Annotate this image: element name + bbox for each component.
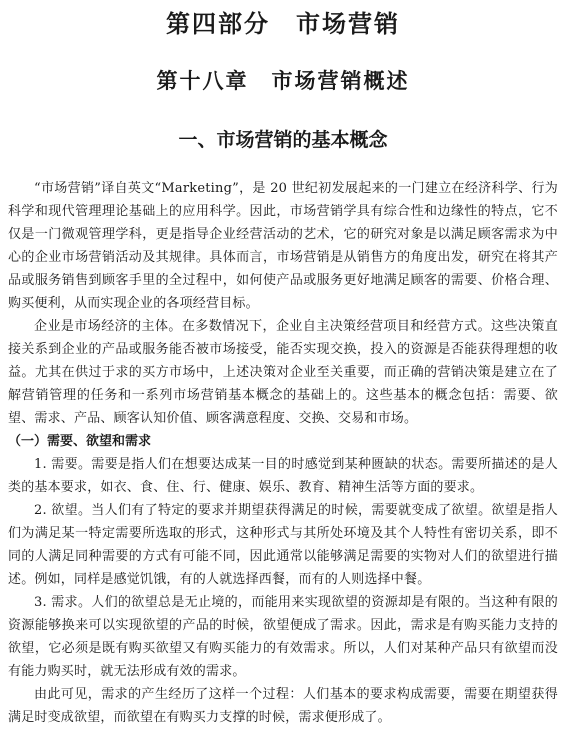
paragraph-summary: 由此可见，需求的产生经历了这样一个过程：人们基本的要求构成需要，需要在期望获得满足时变成欲望，而欲望在有购买力支撑的时候，需求便形成了。 — [8, 687, 558, 725]
paragraph-demand: 3. 需求。人们的欲望总是无止境的，而能用来实现欲望的资源却是有限的。当这种有限的资源能够换来可以实现欲望的产品的时候，欲望便成了需求。因此，需求是有购买能力支持的欲望，它必须是既有购买欲望又有购买能力的有效需求。所以，人们对某种产品只有欲望而没有能力购买时，就无法形成有效的需求。 — [8, 595, 558, 679]
paragraph-intro: “市场营销”译自英文“Marketing”，是 20 世纪初发展起来的一门建立在经济科学、行为科学和现代管理理论基础上的应用科学。因此，市场营销学具有综合性和边缘性的特点，它不仅是一门微观管理学科，更是指导企业经营活动的艺术，它的研究对象是以满足顾客需求为中心的企业市场营销活动及其规律。具体而言，市场营销是从销售方的角度出发，研究在将其产品或服务销售到顾客手里的全过程中，如何使产品或服务更好地满足顾客的需要、价格合理、购买便利，从而实现企业的各项经营目标。 — [8, 181, 558, 311]
section-title: 一、市场营销的基本概念 — [178, 129, 388, 151]
part-title: 第四部分 市场营销 — [166, 9, 400, 38]
body-text — [8, 177, 558, 729]
paragraph-want: 2. 欲望。当人们有了特定的要求并期望获得满足的时候，需要就变成了欲望。欲望是指人们为满足某一特定需要所选取的形式，这种形式与其所处环境及其个人特性有密切关系，即不同的人满足同种需要的方式有可能不同，因此通常以能够满足需要的实物对人们的欲望进行描述。例如，同样是感觉饥饿，有的人就选择西餐，而有的人则选择中餐。 — [8, 503, 558, 587]
paragraph-need: 1. 需要。需要是指人们在想要达成某一目的时感觉到某种匮缺的状态。需要所描述的是人类的基本要求，如衣、食、住、行、健康、娱乐、教育、精神生活等方面的要求。 — [8, 457, 558, 495]
subheading-needs: （一）需要、欲望和需求 — [8, 434, 152, 449]
paragraph-enterprise: 企业是市场经济的主体。在多数情况下，企业自主决策经营项目和经营方式。这些决策直接关系到企业的产品或服务能否被市场接受，能否实现交换，投入的资源是否能获得理想的收益。尤其在供过于求的买方市场中，上述决策对企业至关重要，而正确的营销决策是建立在了解营销管理的任务和一系列市场营销基本概念的基础上的。这些基本的概念包括：需要、欲望、需求、产品、顾客认知价值、顾客满意程度、交换、交易和市场。 — [8, 319, 558, 426]
chapter-title: 第十八章 市场营销概述 — [156, 68, 410, 93]
